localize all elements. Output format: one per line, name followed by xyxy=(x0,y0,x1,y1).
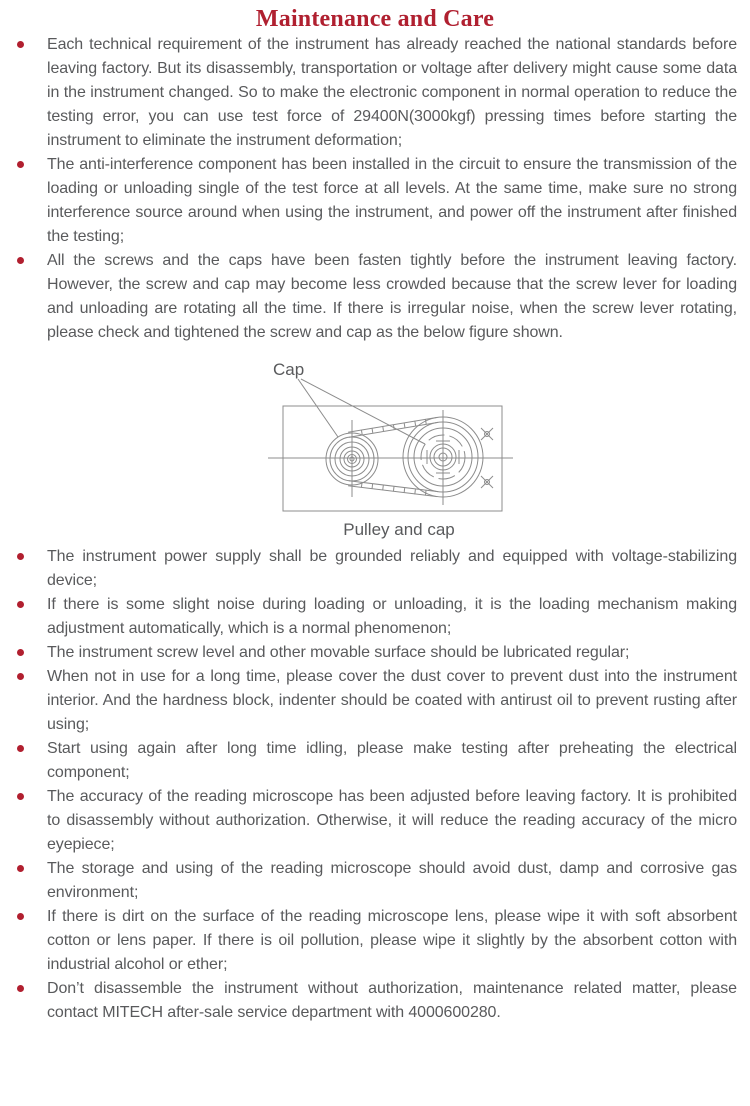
bullet-marker-icon xyxy=(17,785,47,857)
bullet-marker-icon xyxy=(17,545,47,593)
bullet-item xyxy=(17,249,737,345)
bullet-text: Each technical requirement of the instrument has already reached the national standards before leaving factory. But its disassembly, transportation or voltage after delivery might cause some data in the instrument changed. So to make the electronic component in normal operation to reduce the testing error, you can use test force of 29400N(3000kgf) pressing times before starting the instrument to eliminate the instrument deformation; xyxy=(47,36,737,149)
manual-page xyxy=(0,6,750,1106)
bullet-marker-icon xyxy=(17,905,47,977)
bullet-marker-icon xyxy=(17,153,47,249)
bullet-item xyxy=(17,153,737,249)
bullet-text: Don’t disassemble the instrument without authorization, maintenance related matter, please contact MITECH after-sale service department with 4000600280. xyxy=(47,980,737,1021)
maintenance-list-top xyxy=(0,33,750,345)
bullet-text: The accuracy of the reading microscope has been adjusted before leaving factory. It is prohibited to disassembly without authorization. Otherwise, it will reduce the reading accuracy of the micro eyepiece; xyxy=(47,788,737,853)
cap-leader-lines xyxy=(298,379,425,444)
pulley-diagram xyxy=(250,357,520,545)
bullet-item xyxy=(17,977,737,1025)
bullet-item xyxy=(17,785,737,857)
page-title: Maintenance and Care xyxy=(255,6,495,32)
bullet-marker-icon xyxy=(17,665,47,737)
bullet-marker-icon xyxy=(17,737,47,785)
belt-teeth xyxy=(361,419,426,496)
bullet-marker-icon xyxy=(17,977,47,1025)
bullet-item xyxy=(17,641,737,665)
bullet-text: All the screws and the caps have been fasten tightly before the instrument leaving factory. However, the screw and cap may become less crowded because that the screw lever for loading and unloading are rotating all the time. If there is irregular noise, when the screw lever rotating, please check and tightened the screw and cap as the below figure shown. xyxy=(47,252,737,341)
figure-label: Cap xyxy=(273,360,305,379)
bullet-item xyxy=(17,737,737,785)
bullet-item xyxy=(17,665,737,737)
maintenance-list-bottom xyxy=(0,545,750,1025)
bullet-marker-icon xyxy=(17,33,47,153)
bullet-marker-icon xyxy=(17,593,47,641)
bullet-text: The instrument power supply shall be grounded reliably and equipped with voltage-stabilizing device; xyxy=(47,548,737,589)
bullet-text: If there is dirt on the surface of the reading microscope lens, please wipe it with soft absorbent cotton or lens paper. If there is oil pollution, please wipe it slightly by the absorbent cotton with industrial alcohol or ether; xyxy=(47,908,737,973)
bullet-item xyxy=(17,857,737,905)
bullet-text: The instrument screw level and other movable surface should be lubricated regular; xyxy=(47,644,630,661)
bullet-text: The storage and using of the reading microscope should avoid dust, damp and corrosive gas environment; xyxy=(47,860,737,901)
bullet-text: The anti-interference component has been installed in the circuit to ensure the transmission of the loading or unloading single of the test force at all levels. At the same time, make sure no strong interference source around when using the instrument, and power off the instrument after finished the testing; xyxy=(47,156,737,245)
bullet-text: When not in use for a long time, please cover the dust cover to prevent dust into the instrument interior. And the hardness block, indenter should be coated with antirust oil to prevent rusting after using; xyxy=(47,668,737,733)
bullet-item xyxy=(17,593,737,641)
bullet-text: If there is some slight noise during loading or unloading, it is the loading mechanism making adjustment automatically, which is a normal phenomenon; xyxy=(47,596,737,637)
bullet-item xyxy=(17,33,737,153)
bullet-marker-icon xyxy=(17,249,47,345)
bullet-marker-icon xyxy=(17,857,47,905)
bullet-marker-icon xyxy=(17,641,47,665)
bullet-item xyxy=(17,545,737,593)
figure-caption: Pulley and cap xyxy=(343,520,455,539)
bullet-text: Start using again after long time idling, please make testing after preheating the electrical component; xyxy=(47,740,737,781)
bullet-item xyxy=(17,905,737,977)
figure-pulley-and-cap xyxy=(250,357,750,545)
